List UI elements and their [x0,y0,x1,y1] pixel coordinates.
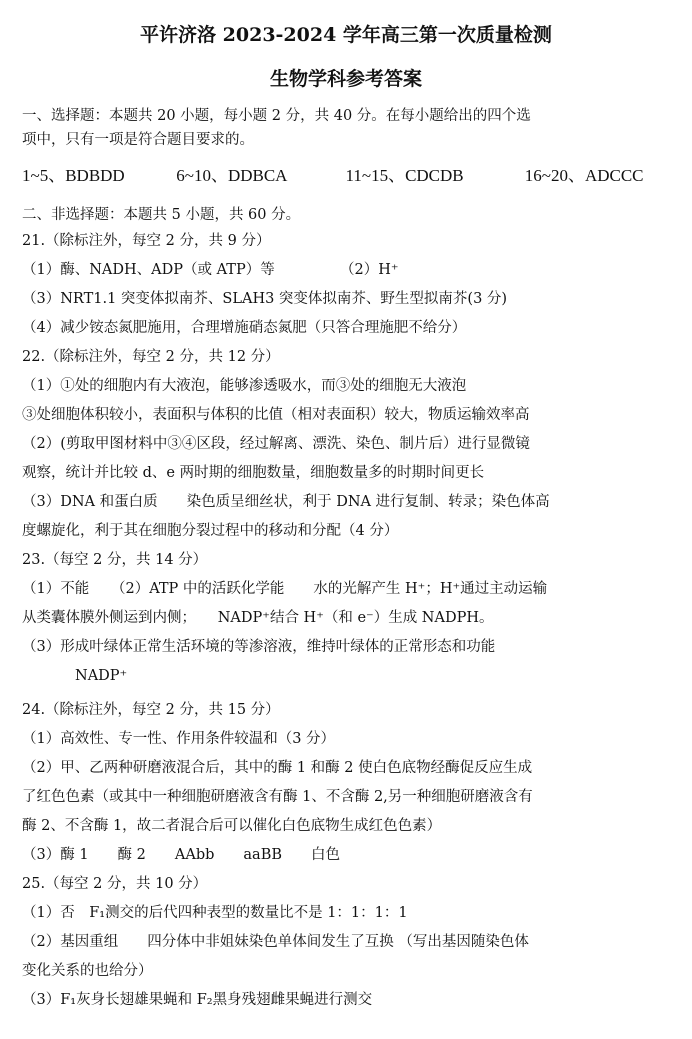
answer-group-3: 11~15、CDCDB [345,166,464,185]
q23-line: （1）不能 （2）ATP 中的活跃化学能 水的光解产生 H⁺；H⁺通过主动运输 [22,581,548,597]
q24-line: （1）高效性、专一性、作用条件较温和（3 分） [22,731,336,747]
section2-intro: 二、非选择题：本题共 5 小题，共 60 分。 [22,207,301,223]
answer-group-1: 1~5、BDBDD [22,166,125,185]
answer-group-2: 6~10、DDBCA [176,166,288,185]
q24-header: 24.（除标注外，每空 2 分，共 15 分） [22,702,280,718]
q22-line: ③处细胞体积较小，表面积与体积的比值（相对表面积）较大，物质运输效率高 [22,407,530,423]
q21-line: （3）NRT1.1 突变体拟南芥、SLAH3 突变体拟南芥、野生型拟南芥(3 分) [22,291,508,307]
q25-line: （2）基因重组 四分体中非姐妹染色单体间发生了互换 （写出基因随染色体 [22,934,529,950]
q25-line: （3）F₁灰身长翅雄果蝇和 F₂黑身残翅雌果蝇进行测交 [22,992,373,1008]
q21-line: （1）酶、NADH、ADP（或 ATP）等 （2）H⁺ [22,262,399,278]
q23-line: 从类囊体膜外侧运到内侧； NADP⁺结合 H⁺（和 e⁻）生成 NADPH。 [22,610,494,626]
answer-group-4: 16~20、ADCCC [524,166,644,185]
section1-intro-line1: 一、选择题：本题共 20 小题，每小题 2 分，共 40 分。在每小题给出的四个选 [22,108,531,124]
multiple-choice-answers [22,166,678,186]
q24-line: （3）酶 1 酶 2 AAbb aaBB 白色 [22,847,341,863]
q25-header: 25.（每空 2 分，共 10 分） [22,876,208,892]
q23-header: 23.（每空 2 分，共 14 分） [22,552,208,568]
q22-header: 22.（除标注外，每空 2 分，共 12 分） [22,349,280,365]
q25-line: （1）否 F₁测交的后代四种表型的数量比不是 1：1：1：1 [22,905,408,921]
q22-line: （1）①处的细胞内有大液泡，能够渗透吸水，而③处的细胞无大液泡 [22,378,467,394]
q21-header: 21.（除标注外，每空 2 分，共 9 分） [22,233,271,249]
section1-intro-line2: 项中，只有一项是符合题目要求的。 [22,132,254,148]
q23-line: （3）形成叶绿体正常生活环境的等渗溶液，维持叶绿体的正常形态和功能 [22,639,496,655]
document-subtitle: 生物学科参考答案 [269,68,422,90]
q21-line: （4）减少铵态氮肥施用，合理增施硝态氮肥（只答合理施肥不给分） [22,320,467,336]
q25-line: 变化关系的也给分） [22,963,153,979]
q22-line: 度螺旋化，利于其在细胞分裂过程中的移动和分配（4 分） [22,523,399,539]
q24-line: 了红色色素（或其中一种细胞研磨液含有酶 1、不含酶 2,另一种细胞研磨液含有 [22,789,533,805]
q22-line: （2）(剪取甲图材料中③④区段，经过解离、漂洗、染色、制片后）进行显微镜 [22,436,530,452]
q24-line: 酶 2、不含酶 1，故二者混合后可以催化白色底物生成红色色素） [22,818,442,834]
q22-line: 观察，统计并比较 d、e 两时期的细胞数量，细胞数量多的时期时间更长 [22,465,485,481]
q23-line: NADP⁺ [75,668,128,684]
q22-line: （3）DNA 和蛋白质 染色质呈细丝状，利于 DNA 进行复制、转录；染色体高 [22,494,550,510]
document-title: 平许济洛 2023-2024 学年高三第一次质量检测 [140,24,552,46]
q24-line: （2）甲、乙两种研磨液混合后，其中的酶 1 和酶 2 使白色底物经酶促反应生成 [22,760,533,776]
